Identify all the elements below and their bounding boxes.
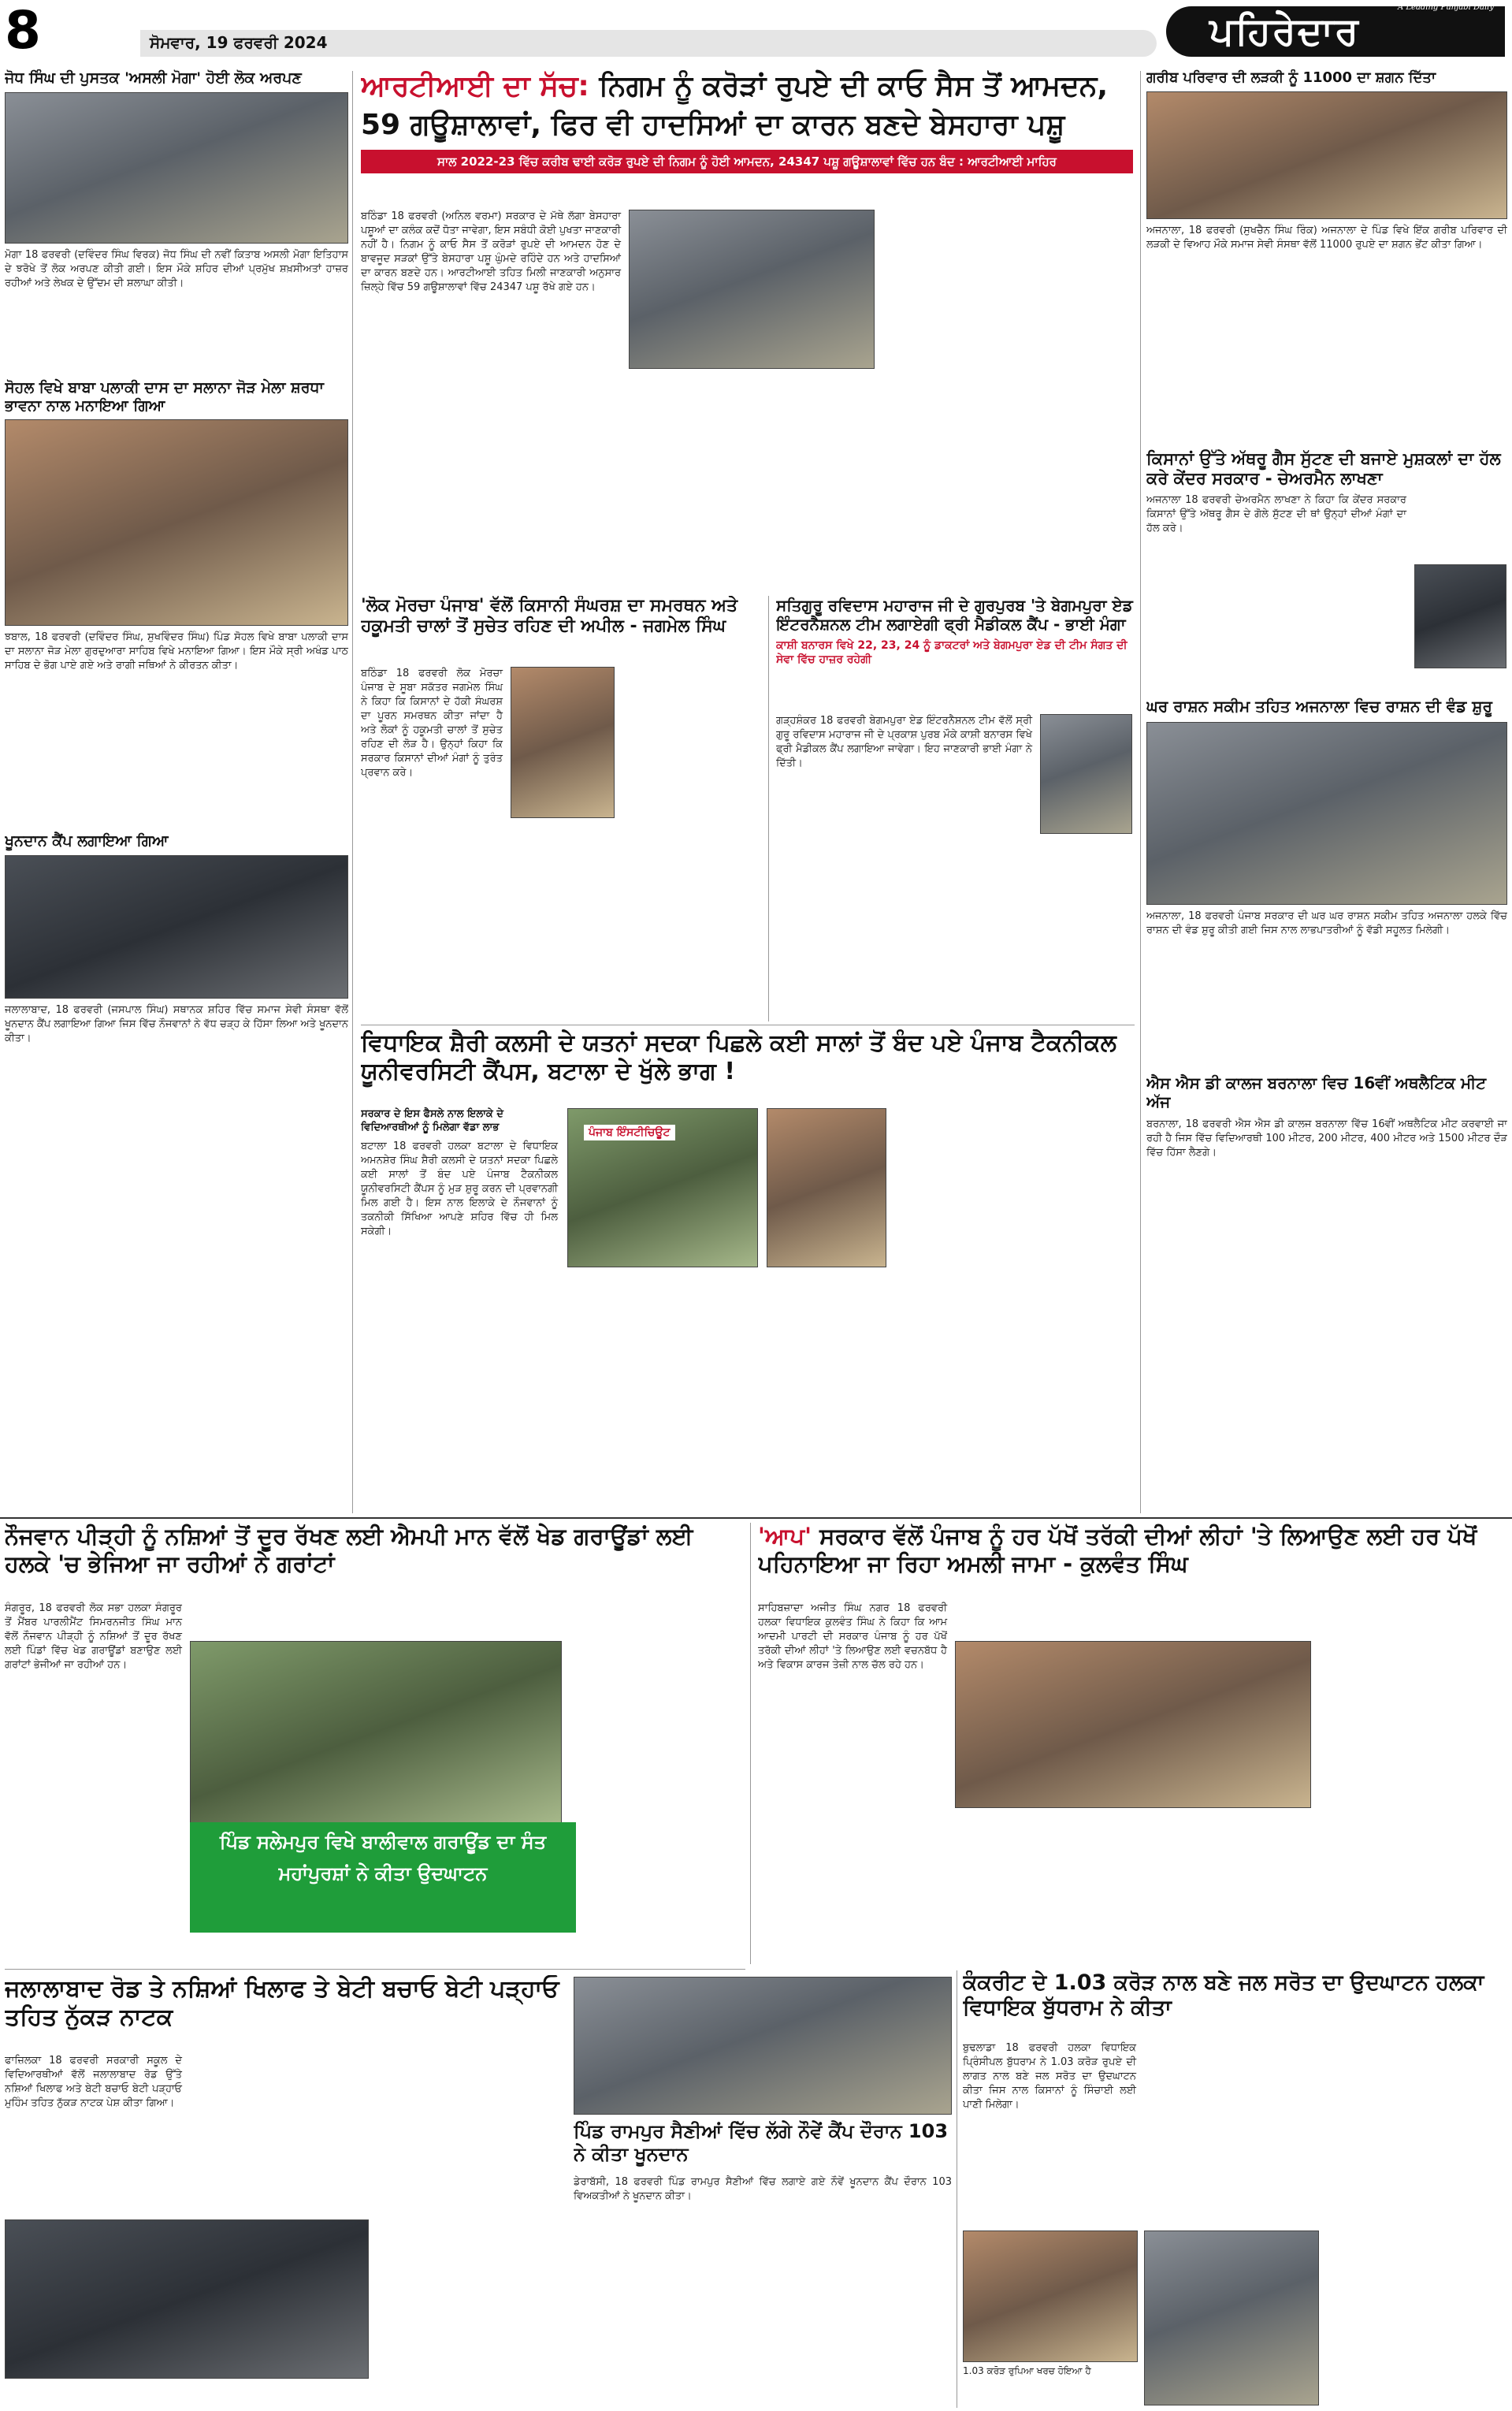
story-headline: ਘਰ ਰਾਸ਼ਨ ਸਕੀਮ ਤਹਿਤ ਅਜਨਾਲਾ ਵਿਚ ਰਾਸ਼ਨ ਦੀ ਵੰਡ ਸ਼ੁਰੂ	[1146, 696, 1492, 716]
story-body: ਬਠਿੰਡਾ 18 ਫਰਵਰੀ ਲੋਕ ਮੋਰਚਾ ਪੰਜਾਬ ਦੇ ਸੂਬਾ ਸਕੱਤਰ ਜਗਮੇਲ ਸਿੰਘ ਨੇ ਕਿਹਾ ਕਿ ਕਿਸਾਨਾਂ ਦੇ ਹੱਕੀ ਸੰਘਰਸ਼ ਦਾ ਪੂਰਨ ਸਮਰਥਨ ਕੀਤਾ ਜਾਂਦਾ ਹੈ ਅਤੇ ਲੋਕਾਂ ਨੂੰ ਹਕੂਮਤੀ ਚਾਲਾਂ ਤੋਂ ਸੁਚੇਤ ਰਹਿਣ ਦੀ ਲੋੜ ਹੈ। ਉਨ੍ਹਾਂ ਕਿਹਾ ਕਿ ਸਰਕਾਰ ਕਿਸਾਨਾਂ ਦੀਆਂ ਮੰਗਾਂ ਨੂੰ ਤੁਰੰਤ ਪ੍ਰਵਾਨ ਕਰੇ।	[361, 668, 503, 779]
lead-headline-line1: ਆਰਟੀਆਈ ਦਾ ਸੱਚ: ਨਿਗਮ ਨੂੰ ਕਰੋੜਾਂ ਰੁਪਏ ਦੀ ਕਾਓ ਸੈਸ ਤੋਂ ਆਮਦਨ,	[361, 70, 1109, 102]
column-rule	[750, 1523, 751, 1964]
story-headline: ਗਰੀਬ ਪਰਿਵਾਰ ਦੀ ਲੜਕੀ ਨੂੰ 11000 ਦਾ ਸ਼ਗਨ ਦਿੱਤਾ	[1146, 69, 1436, 86]
blood-donors-photo	[574, 1977, 952, 2115]
brand-name: ਪਹਿਰੇਦਾਰ	[1209, 9, 1360, 54]
story-body: ਫਾਜ਼ਿਲਕਾ 18 ਫਰਵਰੀ ਸਰਕਾਰੀ ਸਕੂਲ ਦੇ ਵਿਦਿਆਰਥੀਆਂ ਵੱਲੋਂ ਜਲਾਲਾਬਾਦ ਰੋਡ ਉੱਤੇ ਨਸ਼ਿਆਂ ਖਿਲਾਫ ਅਤੇ ਬੇਟੀ ਬਚਾਓ ਬੇਟੀ ਪੜ੍ਹਾਓ ਮੁਹਿੰਮ ਤਹਿਤ ਨੁੱਕੜ ਨਾਟਕ ਪੇਸ਼ ਕੀਤਾ ਗਿਆ।	[5, 2055, 182, 2109]
blood-camp-photo	[5, 855, 348, 999]
story-body: ਬਰਨਾਲਾ, 18 ਫਰਵਰੀ ਐਸ ਐਸ ਡੀ ਕਾਲਜ ਬਰਨਾਲਾ ਵਿੱਚ 16ਵੀਂ ਅਥਲੈਟਿਕ ਮੀਟ ਕਰਵਾਈ ਜਾ ਰਹੀ ਹੈ ਜਿਸ ਵਿੱਚ ਵਿਦਿਆਰਥੀ 100 ਮੀਟਰ, 200 ਮੀਟਰ, 400 ਮੀਟਰ ਅਤੇ 1500 ਮੀਟਰ ਦੌੜ ਵਿੱਚ ਹਿੱਸਾ ਲੈਣਗੇ।	[1146, 1118, 1507, 1159]
lead-story-column	[881, 210, 1133, 580]
story-headline: ਸਤਿਗੁਰੂ ਰਵਿਦਾਸ ਮਹਾਰਾਜ ਜੀ ਦੇ ਗੁਰਪੁਰਬ 'ਤੇ ਬੇਗਮਪੁਰਾ ਏਡ ਇੰਟਰਨੈਸ਼ਨਲ ਟੀਮ ਲਗਾਏਗੀ ਫ੍ਰੀ ਮੈਡੀਕਲ ਕੈਂਪ - ਭਾਈ ਮੰਗਾ	[776, 596, 1133, 634]
rampur-camp-story	[574, 2120, 952, 2407]
shagun-photo	[1146, 91, 1507, 219]
lakhna-story-block	[1146, 493, 1507, 690]
section-rule	[5, 1969, 745, 1970]
brand-tagline: A Leading Punjabi Daily	[1397, 3, 1494, 12]
story-body: ਬੁਢਲਾਡਾ 18 ਫਰਵਰੀ ਹਲਕਾ ਵਿਧਾਇਕ ਪ੍ਰਿੰਸੀਪਲ ਬੁੱਧਰਾਮ ਨੇ 1.03 ਕਰੋੜ ਰੁਪਏ ਦੀ ਲਾਗਤ ਨਾਲ ਬਣੇ ਜਲ ਸਰੋਤ ਦਾ ਉਦਘਾਟਨ ਕੀਤਾ ਜਿਸ ਨਾਲ ਕਿਸਾਨਾਂ ਨੂੰ ਸਿੰਚਾਈ ਲਈ ਪਾਣੀ ਮਿਲੇਗਾ।	[963, 2042, 1136, 2111]
story-body: ਡੇਰਾਬੱਸੀ, 18 ਫਰਵਰੀ ਪਿੰਡ ਰਾਮਪੁਰ ਸੈਣੀਆਂ ਵਿੱਚ ਲਗਾਏ ਗਏ ਨੌਵੇਂ ਖੂਨਦਾਨ ਕੈਂਪ ਦੌਰਾਨ 103 ਵਿਅਕਤੀਆਂ ਨੇ ਖੂਨਦਾਨ ਕੀਤਾ।	[574, 2176, 952, 2202]
lead-kicker: ਆਰਟੀਆਈ ਦਾ ਸੱਚ:	[361, 70, 589, 102]
story-body: ਬਟਾਲਾ 18 ਫਰਵਰੀ ਹਲਕਾ ਬਟਾਲਾ ਦੇ ਵਿਧਾਇਕ ਅਮਨਸ਼ੇਰ ਸਿੰਘ ਸ਼ੈਰੀ ਕਲਸੀ ਦੇ ਯਤਨਾਂ ਸਦਕਾ ਪਿਛਲੇ ਕਈ ਸਾਲਾਂ ਤੋਂ ਬੰਦ ਪਏ ਪੰਜਾਬ ਟੈਕਨੀਕਲ ਯੂਨੀਵਰਸਿਟੀ ਕੈਂਪਸ ਨੂੰ ਮੁੜ ਸ਼ੁਰੂ ਕਰਨ ਦੀ ਪ੍ਰਵਾਨਗੀ ਮਿਲ ਗਈ ਹੈ। ਇਸ ਨਾਲ ਇਲਾਕੇ ਦੇ ਨੌਜਵਾਨਾਂ ਨੂੰ ਤਕਨੀਕੀ ਸਿੱਖਿਆ ਆਪਣੇ ਸ਼ਹਿਰ ਵਿੱਚ ਹੀ ਮਿਲ ਸਕੇਗੀ।	[361, 1140, 558, 1237]
story-body-column	[1325, 2041, 1506, 2223]
story-body-column	[190, 2054, 367, 2212]
story-body: ਜਲਾਲਾਬਾਦ, 18 ਫਰਵਰੀ (ਜਸਪਾਲ ਸਿੰਘ) ਸਥਾਨਕ ਸ਼ਹਿਰ ਵਿੱਚ ਸਮਾਜ ਸੇਵੀ ਸੰਸਥਾ ਵੱਲੋਂ ਖੂਨਦਾਨ ਕੈਂਪ ਲਗਾਇਆ ਗਿਆ ਜਿਸ ਵਿੱਚ ਨੌਜਵਾਨਾਂ ਨੇ ਵੱਧ ਚੜ੍ਹ ਕੇ ਹਿੱਸਾ ਲਿਆ ਅਤੇ ਖੂਨਦਾਨ ਕੀਤਾ।	[5, 1004, 348, 1045]
lead-story-body: ਬਠਿੰਡਾ 18 ਫਰਵਰੀ (ਅਨਿਲ ਵਰਮਾ) ਸਰਕਾਰ ਦੇ ਮੱਥੇ ਲੱਗਾ ਬੇਸਹਾਰਾ ਪਸ਼ੂਆਂ ਦਾ ਕਲੰਕ ਕਦੋਂ ਧੋਤਾ ਜਾਵੇਗਾ, ਇਸ ਸਬੰਧੀ ਕੋਈ ਪੁਖਤਾ ਜਾਣਕਾਰੀ ਨਹੀਂ ਹੈ। ਨਿਗਮ ਨੂੰ ਕਾਓ ਸੈਸ ਤੋਂ ਕਰੋੜਾਂ ਰੁਪਏ ਦੀ ਆਮਦਨ ਹੋਣ ਦੇ ਬਾਵਜੂਦ ਸੜਕਾਂ ਉੱਤੇ ਬੇਸਹਾਰਾ ਪਸ਼ੂ ਘੁੰਮਦੇ ਰਹਿੰਦੇ ਹਨ ਅਤੇ ਹਾਦਸਿਆਂ ਦਾ ਕਾਰਨ ਬਣਦੇ ਹਨ। ਆਰਟੀਆਈ ਤਹਿਤ ਮਿਲੀ ਜਾਣਕਾਰੀ ਅਨੁਸਾਰ ਜ਼ਿਲ੍ਹੇ ਵਿੱਚ 59 ਗਊਸ਼ਾਲਾਵਾਂ ਵਿੱਚ 24347 ਪਸ਼ੂ ਰੱਖੇ ਗਏ ਹਨ।	[361, 210, 621, 293]
story-body-column	[568, 1602, 745, 1956]
bhai-manga-photo	[1040, 714, 1132, 834]
story-body-column	[1325, 2231, 1506, 2404]
story-subhead: ਸਰਕਾਰ ਦੇ ਇਸ ਫੈਸਲੇ ਨਾਲ ਇਲਾਕੇ ਦੇ ਵਿਦਿਆਰਥੀਆਂ ਨੂੰ ਮਿਲੇਗਾ ਵੱਡਾ ਲਾਭ	[361, 1108, 503, 1133]
lead-headline-line2: 59 ਗਊਸ਼ਾਲਾਵਾਂ, ਫਿਰ ਵੀ ਹਾਦਸਿਆਂ ਦਾ ਕਾਰਨ ਬਣਦੇ ਬੇਸਹਾਰਾ ਪਸ਼ੂ	[361, 109, 1065, 142]
lead-strap: ਸਾਲ 2022-23 ਵਿੱਚ ਕਰੀਬ ਢਾਈ ਕਰੋੜ ਰੁਪਏ ਦੀ ਨਿਗਮ ਨੂੰ ਹੋਈ ਆਮਦਨ, 24347 ਪਸ਼ੂ ਗਊਸ਼ਾਲਾਵਾਂ ਵਿੱਚ ਹਨ ਬੰਦ : ਆਰਟੀਆਈ ਮਾਹਿਰ	[361, 150, 1133, 173]
story-headline: ਸੋਹਲ ਵਿਖੇ ਬਾਬਾ ਪਲਾਕੀ ਦਾਸ ਦਾ ਸਲਾਨਾ ਜੋੜ ਮੇਲਾ ਸ਼ਰਧਾ ਭਾਵਨਾ ਨਾਲ ਮਨਾਇਆ ਗਿਆ	[5, 378, 324, 415]
story-body: ਅਜਨਾਲਾ 18 ਫਰਵਰੀ ਚੇਅਰਮੈਨ ਲਾਖਣਾ ਨੇ ਕਿਹਾ ਕਿ ਕੇਂਦਰ ਸਰਕਾਰ ਕਿਸਾਨਾਂ ਉੱਤੇ ਅੱਥਰੂ ਗੈਸ ਦੇ ਗੋਲੇ ਸੁੱਟਣ ਦੀ ਥਾਂ ਉਨ੍ਹਾਂ ਦੀਆਂ ਮੰਗਾਂ ਦਾ ਹੱਲ ਕਰੇ।	[1146, 493, 1406, 534]
water-source-photo	[1144, 2231, 1319, 2405]
story-headline: ਪਿੰਡ ਰਾਮਪੁਰ ਸੈਣੀਆਂ ਵਿੱਚ ਲੱਗੇ ਨੌਵੇਂ ਕੈਂਪ ਦੌਰਾਨ 103 ਨੇ ਕੀਤਾ ਖੂਨਦਾਨ	[574, 2120, 949, 2165]
right-column	[1146, 69, 1507, 1512]
story-body: ਸੰਗਰੂਰ, 18 ਫਰਵਰੀ ਲੋਕ ਸਭਾ ਹਲਕਾ ਸੰਗਰੂਰ ਤੋਂ ਮੈਂਬਰ ਪਾਰਲੀਮੈਂਟ ਸਿਮਰਨਜੀਤ ਸਿੰਘ ਮਾਨ ਵੱਲੋਂ ਨੌਜਵਾਨ ਪੀੜ੍ਹੀ ਨੂੰ ਨਸ਼ਿਆਂ ਤੋਂ ਦੂਰ ਰੱਖਣ ਲਈ ਪਿੰਡਾਂ ਵਿੱਚ ਖੇਡ ਗਰਾਊਂਡਾਂ ਬਣਾਉਣ ਲਈ ਗਰਾਂਟਾਂ ਭੇਜੀਆਂ ਜਾ ਰਹੀਆਂ ਹਨ।	[5, 1602, 182, 1671]
story-headline: 'ਆਪ' ਸਰਕਾਰ ਵੱਲੋਂ ਪੰਜਾਬ ਨੂੰ ਹਰ ਪੱਖੋਂ ਤਰੱਕੀ ਦੀਆਂ ਲੀਹਾਂ 'ਤੇ ਲਿਆਉਣ ਲਈ ਹਰ ਪੱਖੋਂ ਪਹਿਨਾਇਆ ਜਾ ਰਿਹਾ ਅਮਲੀ ਜਾਮਾ - ਕੁਲਵੰਤ ਸਿੰਘ	[758, 1523, 1477, 1577]
book-release-photo	[5, 92, 348, 244]
story-body: ਝਬਾਲ, 18 ਫਰਵਰੀ (ਦਵਿੰਦਰ ਸਿੰਘ, ਸੁਖਵਿੰਦਰ ਸਿੰਘ) ਪਿੰਡ ਸੋਹਲ ਵਿਖੇ ਬਾਬਾ ਪਲਾਕੀ ਦਾਸ ਦਾ ਸਲਾਨਾ ਜੋੜ ਮੇਲਾ ਗੁਰਦੁਆਰਾ ਸਾਹਿਬ ਵਿਖੇ ਮਨਾਇਆ ਗਿਆ। ਇਸ ਮੌਕੇ ਸ੍ਰੀ ਅਖੰਡ ਪਾਠ ਸਾਹਿਬ ਦੇ ਭੋਗ ਪਾਏ ਗਏ ਅਤੇ ਰਾਗੀ ਜਥਿਆਂ ਨੇ ਕੀਰਤਨ ਕੀਤਾ।	[5, 631, 348, 672]
ptu-building-photo	[567, 1108, 758, 1267]
stray-cattle-photo	[629, 210, 875, 369]
date-bar	[140, 30, 1157, 57]
medical-camp-story	[776, 596, 1135, 1021]
story-body: ਮੋਗਾ 18 ਫਰਵਰੀ (ਦਵਿੰਦਰ ਸਿੰਘ ਵਿਰਕ) ਜੋਧ ਸਿੰਘ ਦੀ ਨਵੀਂ ਕਿਤਾਬ ਅਸਲੀ ਮੋਗਾ ਇਤਿਹਾਸ ਦੇ ਝਰੋਖੇ ਤੋਂ ਲੋਕ ਅਰਪਣ ਕੀਤੀ ਗਈ। ਇਸ ਮੌਕੇ ਸ਼ਹਿਰ ਦੀਆਂ ਪ੍ਰਮੁੱਖ ਸ਼ਖ਼ਸੀਅਤਾਂ ਹਾਜ਼ਰ ਰਹੀਆਂ ਅਤੇ ਲੇਖਕ ਦੇ ਉੱਦਮ ਦੀ ਸ਼ਲਾਘਾ ਕੀਤੀ।	[5, 248, 348, 289]
story-headline: 'ਲੋਕ ਮੋਰਚਾ ਪੰਜਾਬ' ਵੱਲੋਂ ਕਿਸਾਨੀ ਸੰਘਰਸ਼ ਦਾ ਸਮਰਥਨ ਅਤੇ ਹਕੂਮਤੀ ਚਾਲਾਂ ਤੋਂ ਸੁਚੇਤ ਰਹਿਣ ਦੀ ਅਪੀਲ - ਜਗਮੇਲ ਸਿੰਘ	[361, 596, 738, 637]
story-headline: ਵਿਧਾਇਕ ਸ਼ੈਰੀ ਕਲਸੀ ਦੇ ਯਤਨਾਂ ਸਦਕਾ ਪਿਛਲੇ ਕਈ ਸਾਲਾਂ ਤੋਂ ਬੰਦ ਪਏ ਪੰਜਾਬ ਟੈਕਨੀਕਲ ਯੂਨੀਵਰਸਿਟੀ ਕੈਂਪਸ, ਬਟਾਲਾ ਦੇ ਖੁੱਲੇ ਭਾਗ !	[361, 1029, 1116, 1085]
ground-inauguration-photo	[190, 1641, 562, 1824]
story-headline: ਨੌਜਵਾਨ ਪੀੜ੍ਹੀ ਨੂੰ ਨਸ਼ਿਆਂ ਤੋਂ ਦੂਰ ਰੱਖਣ ਲਈ ਐਮਪੀ ਮਾਨ ਵੱਲੋਂ ਖੇਡ ਗਰਾਊਂਡਾਂ ਲਈ ਹਲਕੇ 'ਚ ਭੇਜਿਆ ਜਾ ਰਹੀਆਂ ਨੇ ਗਰਾਂਟਾਂ	[5, 1523, 693, 1577]
page-number: 8	[5, 0, 41, 61]
campus-sign: ਪੰਜਾਬ ਇੰਸਟੀਚਿਊਟ	[584, 1125, 675, 1140]
lead-story-continued	[629, 375, 873, 580]
lead-story-header	[361, 69, 1133, 205]
chairman-portrait	[1414, 564, 1506, 668]
story-headline: ਕਿਸਾਨਾਂ ਉੱਤੇ ਅੱਥਰੂ ਗੈਸ ਸੁੱਟਣ ਦੀ ਬਜਾਏ ਮੁਸ਼ਕਲਾਂ ਦਾ ਹੱਲ ਕਰੇ ਕੇਂਦਰ ਸਰਕਾਰ - ਚੇਅਰਮੈਨ ਲਾਖਣਾ	[1146, 448, 1501, 488]
story-subhead: ਕਾਸ਼ੀ ਬਨਾਰਸ ਵਿਖੇ 22, 23, 24 ਨੂੰ ਡਾਕਟਰਾਂ ਅਤੇ ਬੇਗਮਪੁਰਾ ਏਡ ਦੀ ਟੀਮ ਸੰਗਤ ਦੀ ਸੇਵਾ ਵਿੱਚ ਹਾਜ਼ਰ ਰਹੇਗੀ	[776, 639, 1127, 667]
water-source-story	[963, 1970, 1506, 2408]
story-body: ਗੜ੍ਹਸ਼ੰਕਰ 18 ਫਰਵਰੀ ਬੇਗਮਪੁਰਾ ਏਡ ਇੰਟਰਨੈਸ਼ਨਲ ਟੀਮ ਵੱਲੋਂ ਸ੍ਰੀ ਗੁਰੂ ਰਵਿਦਾਸ ਮਹਾਰਾਜ ਜੀ ਦੇ ਪ੍ਰਕਾਸ਼ ਪੁਰਬ ਮੌਕੇ ਕਾਸ਼ੀ ਬਨਾਰਸ ਵਿਖੇ ਫ੍ਰੀ ਮੈਡੀਕਲ ਕੈਂਪ ਲਗਾਇਆ ਜਾਵੇਗਾ। ਇਹ ਜਾਣਕਾਰੀ ਭਾਈ ਮੰਗਾ ਨੇ ਦਿੱਤੀ।	[776, 715, 1032, 769]
ptu-campus-story	[361, 1029, 1135, 1502]
street-play-photo	[5, 2219, 369, 2379]
nukkad-natak-story	[5, 1975, 568, 2407]
story-body: ਅਜਨਾਲਾ, 18 ਫਰਵਰੀ ਪੰਜਾਬ ਸਰਕਾਰ ਦੀ ਘਰ ਘਰ ਰਾਸ਼ਨ ਸਕੀਮ ਤਹਿਤ ਅਜਨਾਲਾ ਹਲਕੇ ਵਿੱਚ ਰਾਸ਼ਨ ਦੀ ਵੰਡ ਸ਼ੁਰੂ ਕੀਤੀ ਗਈ ਜਿਸ ਨਾਲ ਲਾਭਪਾਤਰੀਆਂ ਨੂੰ ਵੱਡੀ ਸਹੂਲਤ ਮਿਲੇਗੀ।	[1146, 910, 1507, 936]
mla-event-photo	[955, 1641, 1311, 1808]
section-rule	[0, 1517, 1512, 1519]
left-column	[5, 69, 348, 1449]
fair-photo	[5, 419, 348, 626]
mla-portrait	[767, 1108, 886, 1267]
story-body: ਅਜਨਾਲਾ, 18 ਫਰਵਰੀ (ਸੁਖਚੈਨ ਸਿੰਘ ਰਿੰਕ) ਅਜਨਾਲਾ ਦੇ ਪਿੰਡ ਵਿਖੇ ਇੱਕ ਗਰੀਬ ਪਰਿਵਾਰ ਦੀ ਲੜਕੀ ਦੇ ਵਿਆਹ ਮੌਕੇ ਸਮਾਜ ਸੇਵੀ ਸੰਸਥਾ ਵੱਲੋਂ 11000 ਰੁਪਏ ਦਾ ਸ਼ਗਨ ਭੇਂਟ ਕੀਤਾ ਗਿਆ।	[1146, 224, 1507, 251]
inauguration-highlight-box: ਪਿੰਡ ਸਲੇਮਪੁਰ ਵਿਖੇ ਬਾਲੀਵਾਲ ਗਰਾਊਂਡ ਦਾ ਸੰਤ ਮਹਾਂਪੁਰਸ਼ਾਂ ਨੇ ਕੀਤਾ ਉਦਘਾਟਨ	[190, 1822, 576, 1933]
ration-distribution-photo	[1146, 722, 1507, 905]
column-rule	[352, 71, 353, 1513]
photo-caption: 1.03 ਕਰੋੜ ਰੁਪਿਆ ਖਰਚ ਹੋਇਆ ਹੈ	[963, 2365, 1091, 2376]
story-body-column	[897, 1108, 1133, 1494]
story-headline: ਖੂਨਦਾਨ ਕੈਂਪ ਲਗਾਇਆ ਗਿਆ	[5, 832, 169, 850]
story-body-column	[375, 2054, 568, 2401]
issue-date: ਸੋਮਵਾਰ, 19 ਫਰਵਰੀ 2024	[150, 33, 328, 52]
column-rule	[1140, 71, 1141, 1513]
inauguration-plaque-photo	[963, 2231, 1138, 2362]
story-body: ਸਾਹਿਬਜ਼ਾਦਾ ਅਜੀਤ ਸਿੰਘ ਨਗਰ 18 ਫਰਵਰੀ ਹਲਕਾ ਵਿਧਾਇਕ ਕੁਲਵੰਤ ਸਿੰਘ ਨੇ ਕਿਹਾ ਕਿ ਆਮ ਆਦਮੀ ਪਾਰਟੀ ਦੀ ਸਰਕਾਰ ਪੰਜਾਬ ਨੂੰ ਹਰ ਪੱਖੋਂ ਤਰੱਕੀ ਦੀਆਂ ਲੀਹਾਂ 'ਤੇ ਲਿਆਉਣ ਲਈ ਵਚਨਬੱਧ ਹੈ ਅਤੇ ਵਿਕਾਸ ਕਾਰਜ ਤੇਜ਼ੀ ਨਾਲ ਚੱਲ ਰਹੇ ਹਨ।	[758, 1602, 947, 1671]
story-headline: ਜਲਾਲਾਬਾਦ ਰੋਡ ਤੇ ਨਸ਼ਿਆਂ ਖਿਲਾਫ ਤੇ ਬੇਟੀ ਬਚਾਓ ਬੇਟੀ ਪੜ੍ਹਾਓ ਤਹਿਤ ਨੁੱਕੜ ਨਾਟਕ	[5, 1975, 559, 2031]
sports-grants-story	[5, 1523, 745, 1964]
brand-logo	[1166, 3, 1505, 57]
column-rule	[768, 596, 769, 1021]
story-body-column	[1144, 2041, 1317, 2223]
story-body-continued	[567, 1274, 885, 1494]
jagmel-singh-photo	[511, 667, 615, 818]
story-headline: ਜੋਧ ਸਿੰਘ ਦੀ ਪੁਸਤਕ 'ਅਸਲੀ ਮੋਗਾ' ਹੋਈ ਲੋਕ ਅਰਪਣ	[5, 69, 302, 87]
story-headline: ਐਸ ਐਸ ਡੀ ਕਾਲਜ ਬਰਨਾਲਾ ਵਿਚ 16ਵੀਂ ਅਥਲੈਟਿਕ ਮੀਟ ਅੱਜ	[1146, 1073, 1487, 1111]
lok-morcha-story	[361, 596, 763, 1021]
story-headline: ਕੰਕਰੀਟ ਦੇ 1.03 ਕਰੋੜ ਨਾਲ ਬਣੇ ਜਲ ਸਰੋਤ ਦਾ ਉਦਘਾਟਨ ਹਲਕਾ ਵਿਧਾਇਕ ਬੁੱਧਰਾਮ ਨੇ ਕੀਤਾ	[963, 1970, 1484, 2021]
lead-story-body-area	[361, 210, 1133, 588]
masthead	[0, 0, 1512, 63]
